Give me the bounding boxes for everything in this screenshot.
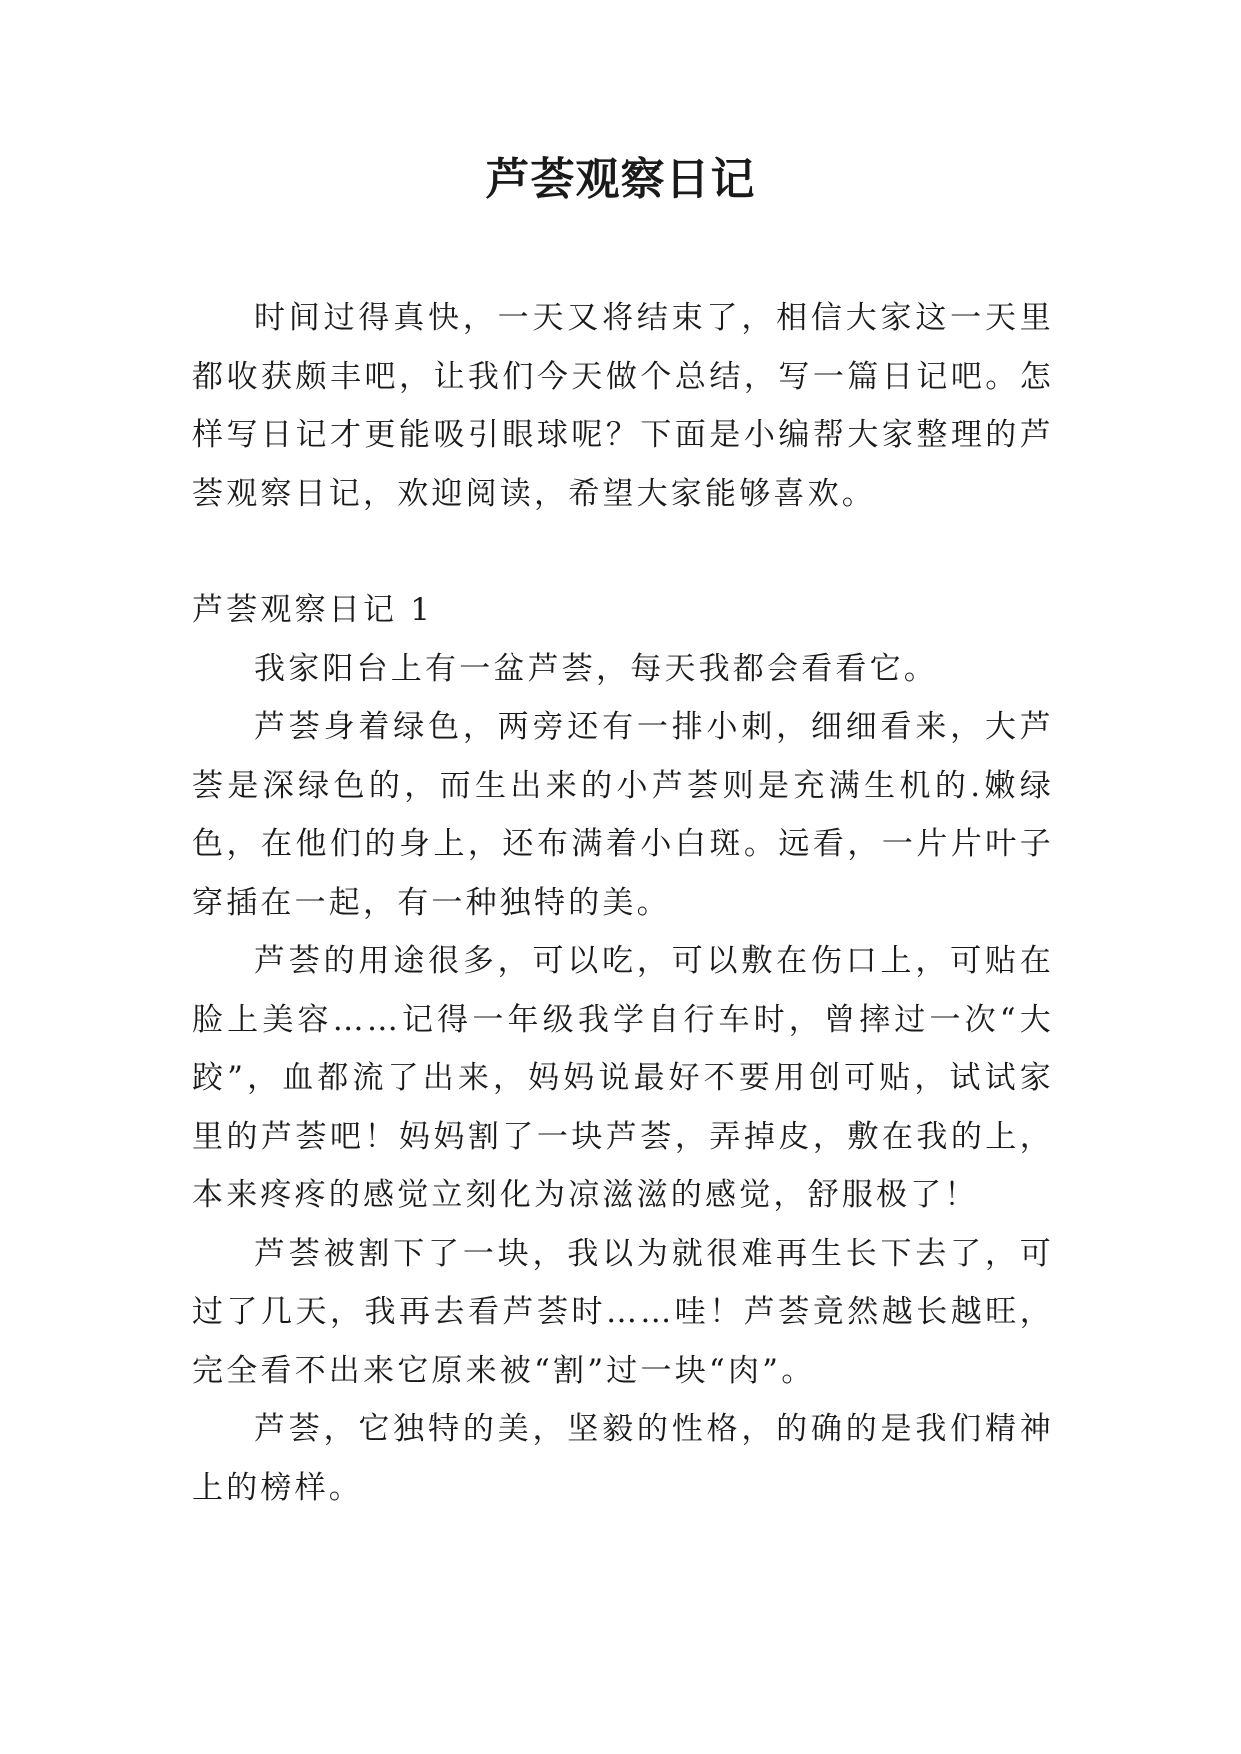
body-paragraph-4: 芦荟被割下了一块，我以为就很难再生长下去了，可过了几天，我再去看芦荟时……哇！芦荟竟然越长越旺，完全看不出来它原来被“割”过一块“肉”。: [192, 1235, 1054, 1389]
intro-paragraph: 时间过得真快，一天又将结束了，相信大家这一天里都收获颇丰吧，让我们今天做个总结，写一篇日记吧。怎样写日记才更能吸引眼球呢？下面是小编帮大家整理的芦荟观察日记，欢迎阅读，希望大家能够喜欢。: [192, 300, 1054, 512]
body-paragraph-2: 芦荟身着绿色，两旁还有一排小刺，细细看来，大芦荟是深绿色的，而生出来的小芦荟则是充满生机的.嫩绿色，在他们的身上，还布满着小白斑。远看，一片片叶子穿插在一起，有一种独特的美。: [192, 709, 1054, 921]
document-body: [192, 289, 1054, 1517]
section-heading: 芦荟观察日记 1: [192, 592, 434, 628]
body-paragraph-3: 芦荟的用途很多，可以吃，可以敷在伤口上，可贴在脸上美容……记得一年级我学自行车时，曾摔过一次“大跤”，血都流了出来，妈妈说最好不要用创可贴，试试家里的芦荟吧！妈妈割了一块芦荟，弄掉皮，敷在我的上，本来疼疼的感觉立刻化为凉滋滋的感觉，舒服极了！: [192, 943, 1054, 1213]
document-title: 芦荟观察日记: [485, 154, 756, 205]
body-paragraph-5: 芦荟，它独特的美，坚毅的性格，的确的是我们精神上的榜样。: [192, 1411, 1054, 1506]
body-paragraph-1: 我家阳台上有一盆芦荟，每天我都会看看它。: [254, 650, 938, 687]
